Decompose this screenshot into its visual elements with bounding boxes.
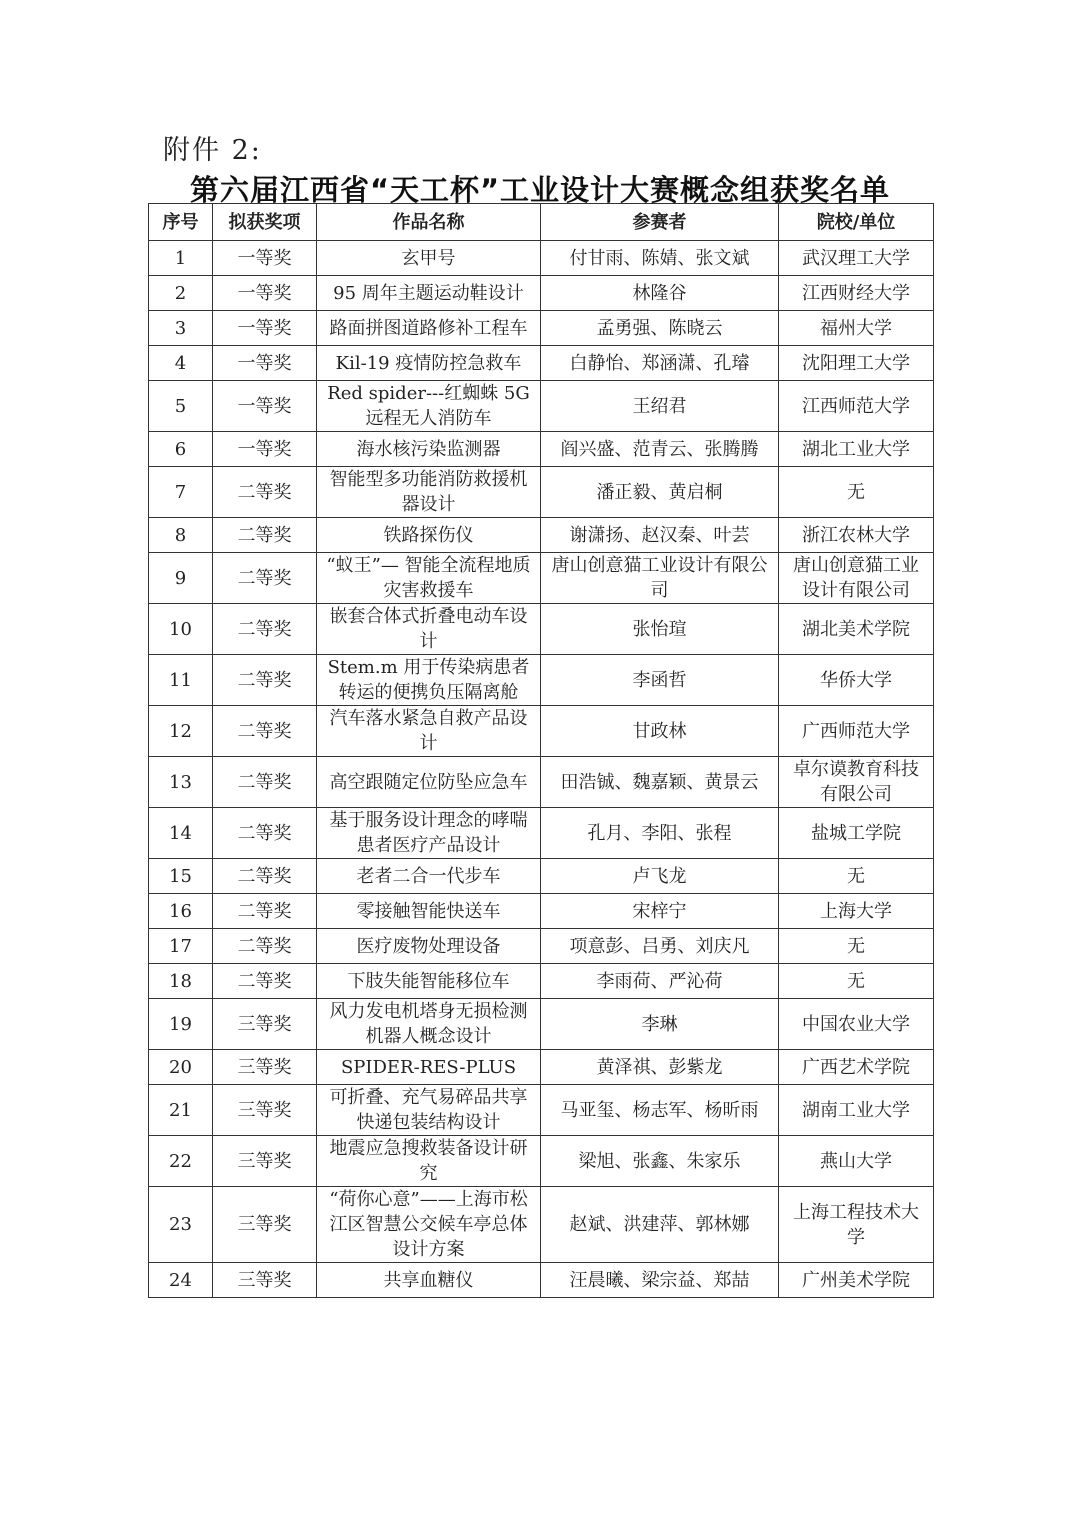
table-row [149, 1136, 934, 1187]
cell-participants: 卢飞龙 [541, 859, 779, 894]
cell-award: 二等奖 [213, 706, 317, 757]
cell-school: 武汉理工大学 [779, 241, 934, 276]
cell-no: 10 [149, 604, 213, 655]
cell-school: 无 [779, 964, 934, 999]
cell-award: 三等奖 [213, 999, 317, 1050]
table-row [149, 1263, 934, 1298]
cell-no: 1 [149, 241, 213, 276]
cell-work: 零接触智能快送车 [317, 894, 541, 929]
cell-participants: 项意彭、吕勇、刘庆凡 [541, 929, 779, 964]
cell-school: 福州大学 [779, 311, 934, 346]
cell-no: 4 [149, 346, 213, 381]
cell-work: 汽车落水紧急自救产品设计 [317, 706, 541, 757]
cell-school: 江西财经大学 [779, 276, 934, 311]
cell-work: SPIDER-RES-PLUS [317, 1050, 541, 1085]
page-title: 第六届江西省“天工杯”工业设计大赛概念组获奖名单 [189, 173, 891, 207]
cell-school: 燕山大学 [779, 1136, 934, 1187]
cell-participants: 李琳 [541, 999, 779, 1050]
cell-award: 二等奖 [213, 894, 317, 929]
table-row [149, 808, 934, 859]
header-work: 作品名称 [317, 204, 541, 241]
cell-participants: 梁旭、张鑫、朱家乐 [541, 1136, 779, 1187]
cell-participants: 谢潇扬、赵汉秦、叶芸 [541, 518, 779, 553]
table-row [149, 276, 934, 311]
table-row [149, 1050, 934, 1085]
table-row [149, 311, 934, 346]
cell-participants: 张怡瑄 [541, 604, 779, 655]
cell-participants: 李雨荷、严沁荷 [541, 964, 779, 999]
cell-work: 风力发电机塔身无损检测机器人概念设计 [317, 999, 541, 1050]
cell-participants: 唐山创意猫工业设计有限公司 [541, 553, 779, 604]
cell-school: 浙江农林大学 [779, 518, 934, 553]
cell-participants: 孔月、李阳、张程 [541, 808, 779, 859]
cell-participants: 宋梓宁 [541, 894, 779, 929]
cell-award: 一等奖 [213, 311, 317, 346]
table-row [149, 346, 934, 381]
cell-work: Kil-19 疫情防控急救车 [317, 346, 541, 381]
cell-work: 玄甲号 [317, 241, 541, 276]
cell-work: 医疗废物处理设备 [317, 929, 541, 964]
cell-work: 海水核污染监测器 [317, 432, 541, 467]
cell-award: 三等奖 [213, 1050, 317, 1085]
cell-no: 12 [149, 706, 213, 757]
table-row [149, 1085, 934, 1136]
table-row [149, 655, 934, 706]
table-row [149, 604, 934, 655]
cell-no: 19 [149, 999, 213, 1050]
cell-no: 15 [149, 859, 213, 894]
cell-work: 基于服务设计理念的哮喘患者医疗产品设计 [317, 808, 541, 859]
cell-school: 湖南工业大学 [779, 1085, 934, 1136]
table-row [149, 432, 934, 467]
cell-participants: 王绍君 [541, 381, 779, 432]
cell-school: 湖北工业大学 [779, 432, 934, 467]
cell-no: 16 [149, 894, 213, 929]
cell-work: Red spider---红蜘蛛 5G 远程无人消防车 [317, 381, 541, 432]
header-participants: 参赛者 [541, 204, 779, 241]
cell-work: 下肢失能智能移位车 [317, 964, 541, 999]
cell-award: 一等奖 [213, 381, 317, 432]
cell-participants: 李函哲 [541, 655, 779, 706]
header-no: 序号 [149, 204, 213, 241]
cell-school: 广西艺术学院 [779, 1050, 934, 1085]
table-row [149, 518, 934, 553]
table-row [149, 467, 934, 518]
cell-participants: 汪晨曦、梁宗益、郑喆 [541, 1263, 779, 1298]
cell-participants: 白静怡、郑涵潇、孔璿 [541, 346, 779, 381]
cell-school: 江西师范大学 [779, 381, 934, 432]
cell-award: 一等奖 [213, 241, 317, 276]
cell-school: 盐城工学院 [779, 808, 934, 859]
table-row [149, 757, 934, 808]
cell-school: 广西师范大学 [779, 706, 934, 757]
cell-participants: 黄泽祺、彭紫龙 [541, 1050, 779, 1085]
cell-work: 智能型多功能消防救援机器设计 [317, 467, 541, 518]
cell-award: 二等奖 [213, 964, 317, 999]
table-row [149, 1187, 934, 1263]
cell-work: 地震应急搜救装备设计研究 [317, 1136, 541, 1187]
cell-no: 20 [149, 1050, 213, 1085]
cell-no: 21 [149, 1085, 213, 1136]
cell-participants: 甘政林 [541, 706, 779, 757]
cell-award: 二等奖 [213, 604, 317, 655]
cell-work: 可折叠、充气易碎品共享快递包装结构设计 [317, 1085, 541, 1136]
cell-award: 一等奖 [213, 432, 317, 467]
cell-school: 上海工程技术大学 [779, 1187, 934, 1263]
table-row [149, 859, 934, 894]
cell-award: 三等奖 [213, 1085, 317, 1136]
cell-school: 卓尔谟教育科技有限公司 [779, 757, 934, 808]
cell-no: 23 [149, 1187, 213, 1263]
cell-award: 一等奖 [213, 346, 317, 381]
cell-no: 11 [149, 655, 213, 706]
cell-award: 一等奖 [213, 276, 317, 311]
table-row [149, 929, 934, 964]
cell-school: 无 [779, 467, 934, 518]
cell-work: 路面拼图道路修补工程车 [317, 311, 541, 346]
cell-school: 广州美术学院 [779, 1263, 934, 1298]
cell-participants: 孟勇强、陈晓云 [541, 311, 779, 346]
cell-no: 7 [149, 467, 213, 518]
table-row [149, 894, 934, 929]
cell-award: 三等奖 [213, 1136, 317, 1187]
cell-award: 二等奖 [213, 655, 317, 706]
cell-no: 18 [149, 964, 213, 999]
cell-work: “蚁王”— 智能全流程地质灾害救援车 [317, 553, 541, 604]
cell-no: 24 [149, 1263, 213, 1298]
cell-work: 高空跟随定位防坠应急车 [317, 757, 541, 808]
cell-work: 老者二合一代步车 [317, 859, 541, 894]
cell-no: 6 [149, 432, 213, 467]
cell-award: 二等奖 [213, 929, 317, 964]
header-award: 拟获奖项 [213, 204, 317, 241]
cell-no: 14 [149, 808, 213, 859]
cell-school: 无 [779, 859, 934, 894]
cell-school: 无 [779, 929, 934, 964]
cell-work: 95 周年主题运动鞋设计 [317, 276, 541, 311]
table-row [149, 381, 934, 432]
table-row [149, 999, 934, 1050]
cell-school: 沈阳理工大学 [779, 346, 934, 381]
awards-table [148, 203, 934, 1298]
cell-participants: 田浩铖、魏嘉颖、黄景云 [541, 757, 779, 808]
cell-award: 二等奖 [213, 553, 317, 604]
cell-school: 中国农业大学 [779, 999, 934, 1050]
cell-participants: 赵斌、洪建萍、郭林娜 [541, 1187, 779, 1263]
cell-school: 唐山创意猫工业设计有限公司 [779, 553, 934, 604]
table-row [149, 241, 934, 276]
cell-work: Stem.m 用于传染病患者转运的便携负压隔离舱 [317, 655, 541, 706]
table-row [149, 553, 934, 604]
cell-school: 湖北美术学院 [779, 604, 934, 655]
cell-school: 华侨大学 [779, 655, 934, 706]
cell-award: 三等奖 [213, 1263, 317, 1298]
table-header-row [149, 204, 934, 241]
cell-no: 9 [149, 553, 213, 604]
cell-participants: 马亚玺、杨志军、杨昕雨 [541, 1085, 779, 1136]
cell-no: 2 [149, 276, 213, 311]
cell-no: 22 [149, 1136, 213, 1187]
cell-award: 二等奖 [213, 808, 317, 859]
cell-school: 上海大学 [779, 894, 934, 929]
cell-participants: 潘正毅、黄启桐 [541, 467, 779, 518]
header-school: 院校/单位 [779, 204, 934, 241]
cell-participants: 阎兴盛、范青云、张腾腾 [541, 432, 779, 467]
cell-work: 共享血糖仪 [317, 1263, 541, 1298]
cell-no: 3 [149, 311, 213, 346]
cell-no: 5 [149, 381, 213, 432]
cell-work: 嵌套合体式折叠电动车设计 [317, 604, 541, 655]
cell-award: 二等奖 [213, 518, 317, 553]
cell-no: 8 [149, 518, 213, 553]
cell-award: 二等奖 [213, 757, 317, 808]
cell-award: 二等奖 [213, 467, 317, 518]
table-row [149, 964, 934, 999]
cell-work: “荷你心意”——上海市松江区智慧公交候车亭总体设计方案 [317, 1187, 541, 1263]
table-row [149, 706, 934, 757]
attachment-label: 附件 2: [163, 135, 262, 166]
cell-award: 三等奖 [213, 1187, 317, 1263]
cell-no: 17 [149, 929, 213, 964]
cell-work: 铁路探伤仪 [317, 518, 541, 553]
cell-award: 二等奖 [213, 859, 317, 894]
cell-no: 13 [149, 757, 213, 808]
cell-participants: 付甘雨、陈婧、张文斌 [541, 241, 779, 276]
cell-participants: 林隆谷 [541, 276, 779, 311]
